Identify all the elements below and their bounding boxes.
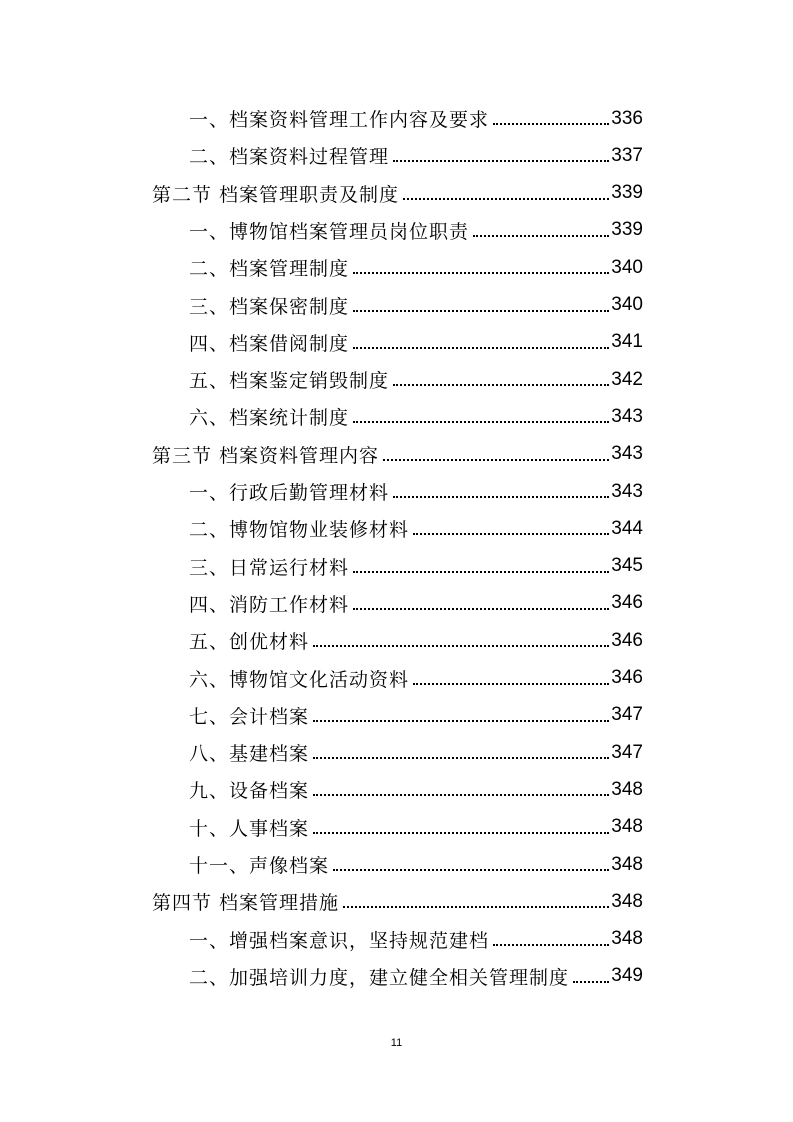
toc-entry-label: 六、博物馆文化活动资料 <box>189 668 410 691</box>
toc-dot-leader <box>353 310 609 312</box>
toc-dot-leader <box>353 272 609 274</box>
toc-entry-label: 一、行政后勤管理材料 <box>189 482 390 504</box>
toc-dot-leader <box>353 421 609 423</box>
toc-entry-label: 六、档案统计制度 <box>189 407 350 430</box>
toc-dot-leader <box>413 683 609 685</box>
toc-entry-row[interactable] <box>189 846 643 883</box>
toc-entry-page: 347 <box>611 704 643 726</box>
toc-entry-page: 343 <box>611 405 643 427</box>
toc-dot-leader <box>313 757 609 759</box>
toc-dot-leader <box>353 347 609 349</box>
toc-dot-leader <box>333 869 609 871</box>
toc-entry-row[interactable] <box>189 697 643 734</box>
toc-section-row[interactable] <box>152 883 643 920</box>
toc-dot-leader <box>413 533 609 535</box>
toc-entry-label: 第四节 档案管理措施 <box>152 892 340 915</box>
toc-entry-page: 341 <box>611 331 643 353</box>
toc-dot-leader <box>493 123 609 125</box>
toc-entry-page: 348 <box>611 816 643 838</box>
toc-entry-page: 343 <box>611 480 643 502</box>
toc-entry-page: 344 <box>611 517 643 539</box>
toc-dot-leader <box>353 571 609 573</box>
toc-entry-page: 339 <box>611 182 643 204</box>
toc-dot-leader <box>313 645 609 647</box>
toc-entry-label: 三、档案保密制度 <box>189 295 350 318</box>
toc-entry-label: 七、会计档案 <box>189 705 310 728</box>
toc-entry-row[interactable] <box>189 361 643 398</box>
toc-entry-page: 340 <box>611 256 643 278</box>
toc-dot-leader <box>403 198 609 200</box>
toc-entry-label: 九、设备档案 <box>189 780 310 803</box>
toc-entry-page: 343 <box>611 443 643 465</box>
toc-dot-leader <box>313 794 609 796</box>
toc-dot-leader <box>343 906 609 908</box>
toc-entry-page: 336 <box>611 107 643 129</box>
toc-entry-page: 348 <box>611 778 643 800</box>
toc-entry-row[interactable] <box>189 734 643 771</box>
toc-dot-leader <box>473 235 609 237</box>
toc-entry-row[interactable] <box>189 771 643 808</box>
toc-section-row[interactable] <box>152 175 643 212</box>
toc-entry-label: 第三节 档案资料管理内容 <box>152 444 380 467</box>
toc-entry-label: 二、档案管理制度 <box>189 258 350 281</box>
toc-entry-page: 346 <box>611 629 643 651</box>
toc-entry-row[interactable] <box>189 510 643 547</box>
toc-dot-leader <box>383 459 609 461</box>
toc-dot-leader <box>313 720 609 722</box>
toc-entry-row[interactable] <box>189 548 643 585</box>
toc-dot-leader <box>493 944 609 946</box>
toc-entry-row[interactable] <box>189 622 643 659</box>
toc-entry-label: 第二节 档案管理职责及制度 <box>152 183 400 206</box>
toc-entry-page: 345 <box>611 555 643 577</box>
toc-entry-label: 二、档案资料过程管理 <box>189 146 390 169</box>
toc-entry-page: 342 <box>611 368 643 390</box>
toc-entry-label: 五、档案鉴定销毁制度 <box>189 370 390 393</box>
toc-dot-leader <box>313 832 609 834</box>
toc-entry-page: 348 <box>611 928 643 950</box>
toc-entry-label: 五、创优材料 <box>189 631 310 654</box>
toc-entry-row[interactable] <box>189 585 643 622</box>
toc-entry-page: 339 <box>611 219 643 241</box>
toc-entry-label: 十一、声像档案 <box>189 855 330 877</box>
toc-entry-row[interactable] <box>189 809 643 846</box>
toc-entry-row[interactable] <box>189 398 643 435</box>
toc-entry-page: 348 <box>611 890 643 912</box>
toc-entry-row[interactable] <box>189 137 643 174</box>
toc-entry-row[interactable] <box>189 324 643 361</box>
toc-entry-label: 三、日常运行材料 <box>189 556 350 579</box>
toc-entry-row[interactable] <box>189 473 643 510</box>
toc-entry-page: 349 <box>611 965 643 987</box>
toc-entry-page: 348 <box>611 853 643 875</box>
toc-section-row[interactable] <box>152 436 643 473</box>
toc-entry-label: 四、消防工作材料 <box>189 593 350 616</box>
toc-entry-label: 八、基建档案 <box>189 743 310 766</box>
toc-entry-row[interactable] <box>189 958 643 995</box>
toc-entry-row[interactable] <box>189 921 643 958</box>
toc-entry-page: 346 <box>611 592 643 614</box>
toc-entry-page: 340 <box>611 294 643 315</box>
toc-entry-label: 四、档案借阅制度 <box>189 332 350 355</box>
toc-dot-leader <box>353 608 609 610</box>
page-number: 11 <box>390 1037 403 1049</box>
toc-entry-label: 一、博物馆档案管理员岗位职责 <box>189 220 470 243</box>
toc-entry-row[interactable] <box>189 100 643 137</box>
toc-entry-row[interactable] <box>189 287 643 324</box>
toc-entry-page: 347 <box>611 741 643 763</box>
toc-entry-label: 一、增强档案意识，坚持规范建档 <box>189 929 490 952</box>
toc-dot-leader <box>393 384 609 386</box>
toc-dot-leader <box>393 496 609 498</box>
toc-entry-page: 337 <box>611 144 643 166</box>
toc-entry-row[interactable] <box>189 249 643 286</box>
toc-entry-page: 346 <box>611 667 643 688</box>
toc-dot-leader <box>573 981 609 983</box>
toc-entry-label: 十、人事档案 <box>189 817 310 840</box>
toc-entry-row[interactable] <box>189 212 643 249</box>
toc-entry-label: 二、加强培训力度，建立健全相关管理制度 <box>189 966 570 989</box>
toc-entry-label: 二、博物馆物业装修材料 <box>189 519 410 542</box>
toc-entry-label: 一、档案资料管理工作内容及要求 <box>189 109 490 131</box>
toc-dot-leader <box>393 160 609 162</box>
toc-entry-row[interactable] <box>189 660 643 697</box>
